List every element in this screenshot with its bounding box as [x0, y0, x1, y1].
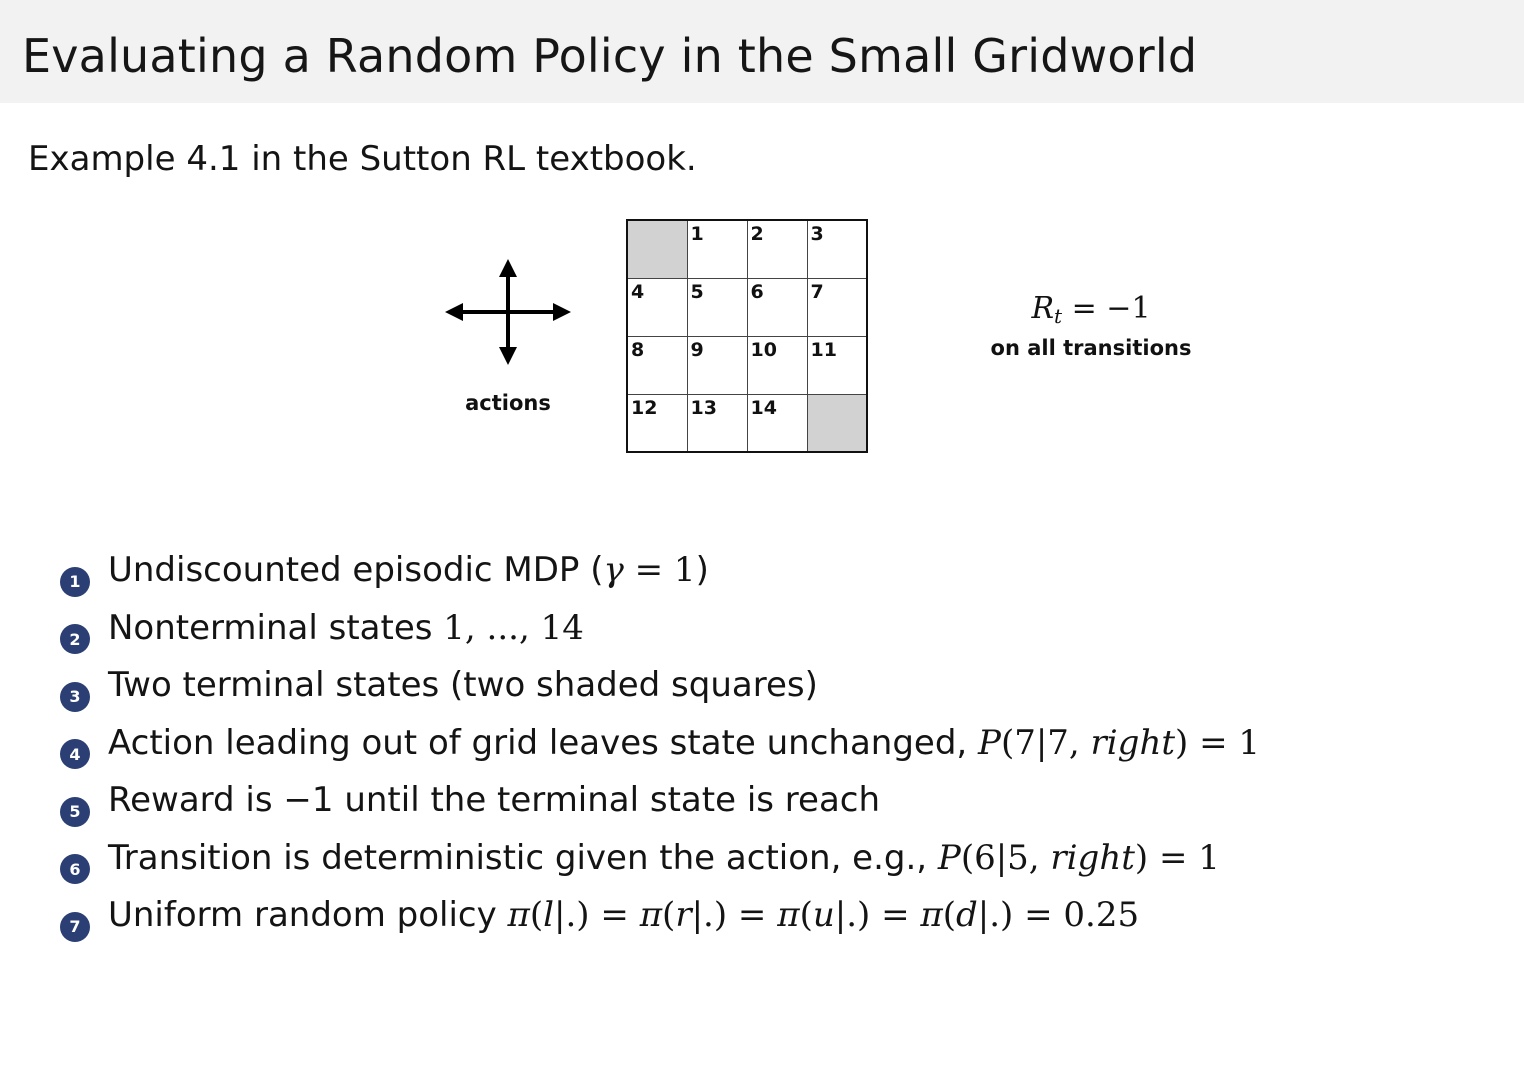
gridworld-body	[627, 220, 867, 452]
gridworld-cell: 3	[807, 220, 867, 278]
actions-diagram	[418, 257, 598, 415]
gridworld-cell: 2	[747, 220, 807, 278]
gridworld-cell: 5	[687, 278, 747, 336]
list-item	[60, 551, 1498, 591]
list-item	[60, 609, 1498, 649]
gridworld-cell: 7	[807, 278, 867, 336]
list-item-number: 4	[60, 739, 90, 769]
list-item	[60, 896, 1498, 936]
gridworld-cell: 6	[747, 278, 807, 336]
list-item-text: Undiscounted episodic MDP (γ = 1)	[108, 550, 709, 590]
list-item-number: 3	[60, 682, 90, 712]
gridworld-cell: 10	[747, 336, 807, 394]
list-item	[60, 666, 1498, 706]
gridworld-cell: 12	[627, 394, 687, 452]
list-item-text: Transition is deterministic given the action, e.g., P(6|5, right) = 1	[108, 837, 1220, 878]
list-item-number: 6	[60, 854, 90, 884]
reward-caption: on all transitions	[990, 336, 1192, 360]
list-item-number: 7	[60, 912, 90, 942]
gridworld-cell: 11	[807, 336, 867, 394]
list-item-text: Uniform random policy π(l|.) = π(r|.) = π(u|.) = π(d|.) = 0.25	[108, 895, 1140, 935]
gridworld-row	[627, 220, 867, 278]
gridworld-cell: 14	[747, 394, 807, 452]
gridworld-row	[627, 278, 867, 336]
list-item-text: Two terminal states (two shaded squares)	[108, 665, 818, 705]
reward-note	[941, 291, 1241, 360]
reward-formula	[941, 291, 1241, 328]
slide-title-bar	[0, 0, 1524, 103]
reward-subscript: t	[1054, 304, 1063, 328]
gridworld-table	[626, 219, 868, 453]
list-item-text: Nonterminal states 1, ..., 14	[108, 607, 584, 648]
slide-body	[0, 139, 1524, 936]
intro-text: Example 4.1 in the Sutton RL textbook.	[28, 139, 697, 179]
enumerated-points	[60, 551, 1498, 936]
gridworld-cell: 8	[627, 336, 687, 394]
gridworld-row	[627, 336, 867, 394]
list-item	[60, 724, 1498, 764]
gridworld-cell: 4	[627, 278, 687, 336]
list-item-number: 2	[60, 624, 90, 654]
list-item-number: 5	[60, 797, 90, 827]
list-item-number: 1	[60, 567, 90, 597]
reward-symbol: R	[1031, 291, 1055, 326]
list-item-text: Reward is −1 until the terminal state is reach	[108, 780, 881, 820]
gridworld-terminal-cell	[807, 394, 867, 452]
gridworld-terminal-cell	[627, 220, 687, 278]
gridworld-figure	[626, 219, 868, 453]
figure-row	[26, 219, 1498, 489]
page-title: Evaluating a Random Policy in the Small Gridworld	[22, 29, 1198, 84]
gridworld-cell: 9	[687, 336, 747, 394]
list-item-text: Action leading out of grid leaves state unchanged, P(7|7, right) = 1	[108, 722, 1260, 763]
actions-cross-icon	[443, 257, 573, 367]
actions-label: actions	[465, 391, 551, 415]
gridworld-cell: 1	[687, 220, 747, 278]
gridworld-row	[627, 394, 867, 452]
list-item	[60, 781, 1498, 821]
reward-value: = −1	[1062, 291, 1151, 326]
list-item	[60, 839, 1498, 879]
gridworld-cell: 13	[687, 394, 747, 452]
